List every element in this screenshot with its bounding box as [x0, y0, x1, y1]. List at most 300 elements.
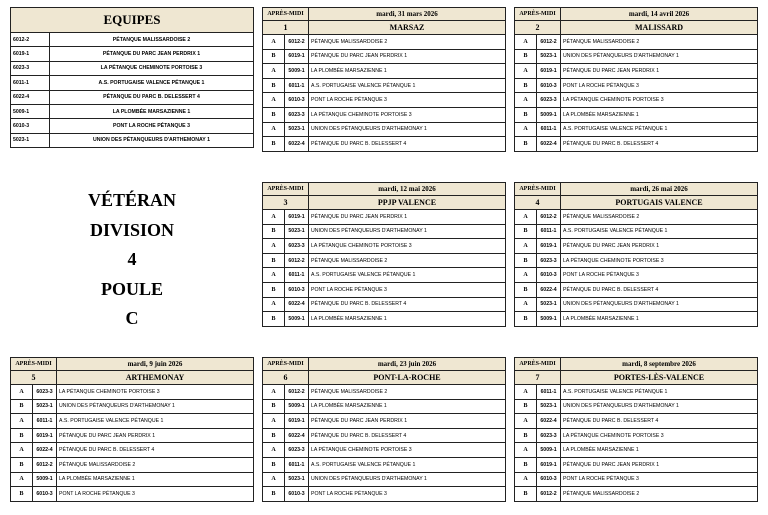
match-row — [263, 399, 506, 414]
team-name: PÉTANQUE DU PARC JEAN PERDRIX 1 — [309, 414, 506, 429]
team-code: 6010-3 — [11, 119, 50, 133]
round-grid — [514, 182, 758, 327]
match-row — [11, 428, 254, 443]
team-code: 5023-1 — [285, 224, 309, 239]
side-letter: A — [11, 443, 33, 458]
team-code: 6011-1 — [537, 122, 561, 137]
match-row — [515, 78, 758, 93]
match-row — [263, 385, 506, 400]
team-code: 6022-4 — [285, 137, 309, 152]
match-row — [515, 297, 758, 312]
team-code: 6019-1 — [33, 428, 57, 443]
round-number: 4 — [515, 196, 561, 210]
team-code: 6019-1 — [537, 239, 561, 254]
side-letter: B — [11, 399, 33, 414]
team-name: A.S. PORTUGAISE VALENCE PÉTANQUE 1 — [561, 122, 758, 137]
side-letter: A — [263, 385, 285, 400]
match-row — [11, 472, 254, 487]
session-label: APRÈS-MIDI — [515, 358, 561, 371]
match-row — [263, 487, 506, 502]
team-code: 6019-1 — [285, 210, 309, 225]
division-line-label: DIVISION — [89, 219, 175, 240]
team-code: 6019-1 — [11, 47, 50, 61]
match-row — [515, 49, 758, 64]
team-name: PÉTANQUE DU PARC JEAN PERDRIX 1 — [561, 64, 758, 79]
side-letter: B — [263, 487, 285, 502]
round-number: 6 — [263, 371, 309, 385]
team-row — [11, 90, 254, 104]
team-name: PÉTANQUE DU PARC B. DELESSERT 4 — [57, 443, 254, 458]
side-letter: B — [515, 457, 537, 472]
teams-title: EQUIPES — [10, 7, 254, 32]
match-row — [515, 268, 758, 283]
team-code: 6010-3 — [537, 472, 561, 487]
team-code: 5009-1 — [537, 312, 561, 327]
team-code: 6019-1 — [285, 49, 309, 64]
match-row — [515, 107, 758, 122]
team-code: 6022-4 — [537, 414, 561, 429]
team-row — [11, 47, 254, 61]
team-name: PONT LA ROCHE PÉTANQUE 3 — [309, 282, 506, 297]
round-number: 7 — [515, 371, 561, 385]
team-code: 6023-3 — [285, 443, 309, 458]
side-letter: A — [515, 443, 537, 458]
team-name: PÉTANQUE DU PARC B. DELESSERT 4 — [561, 282, 758, 297]
side-letter: A — [11, 472, 33, 487]
match-row — [263, 312, 506, 327]
team-code: 6023-3 — [285, 239, 309, 254]
side-letter: B — [263, 282, 285, 297]
match-row — [515, 64, 758, 79]
match-row — [515, 93, 758, 108]
side-letter: B — [263, 78, 285, 93]
round-number: 3 — [263, 196, 309, 210]
side-letter: A — [515, 472, 537, 487]
round-header — [263, 8, 506, 21]
round-venue-row — [515, 371, 758, 385]
round-table — [10, 357, 254, 502]
team-code: 6022-4 — [537, 137, 561, 152]
team-code: 5023-1 — [285, 122, 309, 137]
team-name: PÉTANQUE MALISSARDOISE 2 — [561, 210, 758, 225]
team-code: 6012-2 — [285, 253, 309, 268]
session-label: APRÈS-MIDI — [11, 358, 57, 371]
side-letter: A — [11, 414, 33, 429]
team-name: LA PÉTANQUE CHEMINOTE PORTOISE 3 — [309, 107, 506, 122]
side-letter: A — [263, 64, 285, 79]
round-table — [262, 182, 506, 327]
team-name: PONT LA ROCHE PÉTANQUE 3 — [561, 268, 758, 283]
side-letter: B — [11, 487, 33, 502]
team-name: LA PLOMBÉE MARSAZIENNE 1 — [50, 104, 254, 118]
team-code: 6019-1 — [537, 64, 561, 79]
match-row — [263, 268, 506, 283]
round-date: mardi, 31 mars 2026 — [309, 8, 506, 21]
round-date: mardi, 12 mai 2026 — [309, 183, 506, 196]
team-code: 6012-2 — [285, 385, 309, 400]
match-row — [515, 385, 758, 400]
team-name: PÉTANQUE MALISSARDOISE 2 — [561, 487, 758, 502]
match-row — [515, 312, 758, 327]
team-code: 6012-2 — [537, 35, 561, 50]
side-letter: A — [515, 414, 537, 429]
team-code: 5023-1 — [11, 133, 50, 147]
team-name: PONT LA ROCHE PÉTANQUE 3 — [50, 119, 254, 133]
match-row — [263, 443, 506, 458]
round-grid — [262, 7, 506, 152]
team-code: 6022-4 — [285, 428, 309, 443]
match-row — [11, 443, 254, 458]
team-name: PÉTANQUE DU PARC B. DELESSERT 4 — [50, 90, 254, 104]
side-letter: B — [263, 457, 285, 472]
team-name: UNION DES PÉTANQUEURS D'ARTHEMONAY 1 — [309, 472, 506, 487]
team-name: LA PÉTANQUE CHEMINOTE PORTOISE 3 — [561, 253, 758, 268]
round-number: 2 — [515, 21, 561, 35]
session-label: APRÈS-MIDI — [515, 8, 561, 21]
round-venue-row — [263, 21, 506, 35]
match-row — [515, 457, 758, 472]
round-table — [262, 357, 506, 502]
team-name: PÉTANQUE MALISSARDOISE 2 — [57, 457, 254, 472]
round-venue-row — [515, 21, 758, 35]
round-date: mardi, 23 juin 2026 — [309, 358, 506, 371]
team-name: UNION DES PÉTANQUEURS D'ARTHEMONAY 1 — [50, 133, 254, 147]
team-name: PÉTANQUE DU PARC B. DELESSERT 4 — [561, 414, 758, 429]
team-code: 6012-2 — [11, 33, 50, 47]
round-venue: PONT-LA-ROCHE — [309, 371, 506, 385]
team-code: 6011-1 — [537, 385, 561, 400]
team-row — [11, 33, 254, 47]
team-name: PÉTANQUE MALISSARDOISE 2 — [561, 35, 758, 50]
team-name: PÉTANQUE DU PARC JEAN PERDRIX 1 — [309, 49, 506, 64]
team-name: LA PLOMBÉE MARSAZIENNE 1 — [561, 443, 758, 458]
round-number: 5 — [11, 371, 57, 385]
team-name: A.S. PORTUGAISE VALENCE PÉTANQUE 1 — [309, 457, 506, 472]
side-letter: A — [263, 472, 285, 487]
round-venue-row — [515, 196, 758, 210]
team-code: 5009-1 — [537, 107, 561, 122]
side-letter: B — [515, 253, 537, 268]
team-code: 5009-1 — [285, 312, 309, 327]
match-row — [263, 239, 506, 254]
team-code: 6023-3 — [285, 107, 309, 122]
team-code: 6010-3 — [537, 78, 561, 93]
match-row — [515, 414, 758, 429]
team-code: 5009-1 — [33, 472, 57, 487]
match-row — [515, 122, 758, 137]
team-code: 6011-1 — [33, 414, 57, 429]
side-letter: A — [263, 210, 285, 225]
round-venue: ARTHEMONAY — [57, 371, 254, 385]
team-code: 5009-1 — [11, 104, 50, 118]
round-date: mardi, 14 avril 2026 — [561, 8, 758, 21]
team-name: UNION DES PÉTANQUEURS D'ARTHEMONAY 1 — [309, 224, 506, 239]
match-row — [263, 210, 506, 225]
side-letter: B — [263, 253, 285, 268]
team-code: 6023-3 — [11, 61, 50, 75]
round-table — [262, 7, 506, 152]
team-name: PÉTANQUE MALISSARDOISE 2 — [309, 385, 506, 400]
team-name: A.S. PORTUGAISE VALENCE PÉTANQUE 1 — [309, 78, 506, 93]
team-row — [11, 133, 254, 147]
side-letter: B — [515, 49, 537, 64]
team-name: LA PÉTANQUE CHEMINOTE PORTOISE 3 — [57, 385, 254, 400]
team-code: 6011-1 — [537, 224, 561, 239]
round-venue-row — [11, 371, 254, 385]
team-name: LA PLOMBÉE MARSAZIENNE 1 — [309, 399, 506, 414]
match-row — [263, 457, 506, 472]
team-code: 6011-1 — [11, 76, 50, 90]
team-row — [11, 119, 254, 133]
session-label: APRÈS-MIDI — [515, 183, 561, 196]
side-letter: B — [263, 107, 285, 122]
side-letter: A — [263, 122, 285, 137]
team-name: UNION DES PÉTANQUEURS D'ARTHEMONAY 1 — [561, 399, 758, 414]
match-row — [515, 282, 758, 297]
match-row — [263, 35, 506, 50]
side-letter: B — [263, 224, 285, 239]
side-letter: A — [11, 385, 33, 400]
team-name: PÉTANQUE MALISSARDOISE 2 — [309, 35, 506, 50]
match-row — [515, 210, 758, 225]
round-venue: MARSAZ — [309, 21, 506, 35]
team-row — [11, 61, 254, 75]
round-table — [514, 182, 758, 327]
division-block — [62, 186, 202, 334]
team-code: 6011-1 — [285, 268, 309, 283]
round-grid — [10, 357, 254, 502]
team-name: LA PLOMBÉE MARSAZIENNE 1 — [561, 312, 758, 327]
team-name: UNION DES PÉTANQUEURS D'ARTHEMONAY 1 — [309, 122, 506, 137]
match-row — [263, 78, 506, 93]
team-name: LA PLOMBÉE MARSAZIENNE 1 — [561, 107, 758, 122]
round-header — [515, 183, 758, 196]
team-name: PÉTANQUE DU PARC B. DELESSERT 4 — [309, 428, 506, 443]
side-letter: A — [263, 35, 285, 50]
match-row — [515, 253, 758, 268]
side-letter: A — [263, 297, 285, 312]
team-name: A.S. PORTUGAISE VALENCE PÉTANQUE 1 — [50, 76, 254, 90]
round-header — [11, 358, 254, 371]
team-name: PÉTANQUE DU PARC JEAN PERDRIX 1 — [561, 457, 758, 472]
round-venue: MALISSARD — [561, 21, 758, 35]
round-grid — [514, 357, 758, 502]
match-row — [263, 414, 506, 429]
side-letter: B — [515, 224, 537, 239]
side-letter: A — [263, 93, 285, 108]
team-code: 5009-1 — [537, 443, 561, 458]
round-table — [514, 357, 758, 502]
match-row — [515, 443, 758, 458]
team-name: LA PÉTANQUE CHEMINOTE PORTOISE 3 — [561, 93, 758, 108]
match-row — [515, 472, 758, 487]
side-letter: A — [263, 268, 285, 283]
round-header — [263, 183, 506, 196]
team-name: PONT LA ROCHE PÉTANQUE 3 — [309, 93, 506, 108]
match-row — [515, 428, 758, 443]
team-row — [11, 104, 254, 118]
match-row — [11, 399, 254, 414]
team-code: 6012-2 — [285, 35, 309, 50]
team-code: 6022-4 — [537, 282, 561, 297]
round-table — [514, 7, 758, 152]
team-name: PÉTANQUE MALISSARDOISE 2 — [50, 33, 254, 47]
side-letter: A — [515, 35, 537, 50]
team-name: LA PÉTANQUE CHEMINOTE PORTOISE 3 — [309, 443, 506, 458]
round-date: mardi, 9 juin 2026 — [57, 358, 254, 371]
match-row — [263, 472, 506, 487]
team-code: 6023-3 — [537, 253, 561, 268]
session-label: APRÈS-MIDI — [263, 8, 309, 21]
round-grid — [514, 7, 758, 152]
side-letter: B — [515, 137, 537, 152]
team-code: 6011-1 — [285, 457, 309, 472]
side-letter: A — [263, 414, 285, 429]
teams-list — [10, 32, 254, 148]
side-letter: B — [515, 428, 537, 443]
team-code: 6023-3 — [537, 428, 561, 443]
match-row — [263, 282, 506, 297]
team-name: A.S. PORTUGAISE VALENCE PÉTANQUE 1 — [561, 385, 758, 400]
side-letter: A — [515, 93, 537, 108]
pool-line-label: POULE — [100, 278, 163, 299]
side-letter: A — [515, 64, 537, 79]
round-header — [515, 358, 758, 371]
side-letter: B — [515, 107, 537, 122]
division-line-category: VÉTÉRAN — [87, 190, 176, 210]
round-date: mardi, 8 septembre 2026 — [561, 358, 758, 371]
round-header — [515, 8, 758, 21]
team-code: 5023-1 — [537, 49, 561, 64]
match-row — [263, 107, 506, 122]
side-letter: B — [263, 137, 285, 152]
team-code: 6022-4 — [11, 90, 50, 104]
session-label: APRÈS-MIDI — [263, 358, 309, 371]
team-code: 6011-1 — [285, 78, 309, 93]
side-letter: B — [515, 487, 537, 502]
match-row — [515, 35, 758, 50]
pool-line-letter: C — [125, 308, 139, 328]
side-letter: B — [515, 78, 537, 93]
teams-table — [10, 7, 254, 148]
team-name: A.S. PORTUGAISE VALENCE PÉTANQUE 1 — [561, 224, 758, 239]
division-line-number: 4 — [127, 249, 137, 269]
team-name: UNION DES PÉTANQUEURS D'ARTHEMONAY 1 — [561, 49, 758, 64]
team-code: 5023-1 — [285, 472, 309, 487]
match-row — [263, 137, 506, 152]
team-code: 6010-3 — [285, 93, 309, 108]
side-letter: B — [515, 282, 537, 297]
session-label: APRÈS-MIDI — [263, 183, 309, 196]
team-code: 6022-4 — [285, 297, 309, 312]
side-letter: B — [11, 428, 33, 443]
team-name: A.S. PORTUGAISE VALENCE PÉTANQUE 1 — [57, 414, 254, 429]
team-name: LA PLOMBÉE MARSAZIENNE 1 — [309, 64, 506, 79]
team-code: 6023-3 — [537, 93, 561, 108]
side-letter: A — [263, 239, 285, 254]
team-name: PONT LA ROCHE PÉTANQUE 3 — [561, 472, 758, 487]
match-row — [263, 297, 506, 312]
side-letter: A — [515, 297, 537, 312]
match-row — [263, 253, 506, 268]
team-code: 6012-2 — [537, 487, 561, 502]
round-venue: PORTES-LÈS-VALENCE — [561, 371, 758, 385]
team-name: PÉTANQUE DU PARC JEAN PERDRIX 1 — [309, 210, 506, 225]
match-row — [515, 487, 758, 502]
team-name: LA PLOMBÉE MARSAZIENNE 1 — [309, 312, 506, 327]
team-code: 5009-1 — [285, 64, 309, 79]
team-name: PÉTANQUE DU PARC JEAN PERDRIX 1 — [561, 239, 758, 254]
match-row — [515, 224, 758, 239]
edition-note — [688, 0, 764, 1]
team-code: 5009-1 — [285, 399, 309, 414]
team-name: LA PÉTANQUE CHEMINOTE PORTOISE 3 — [50, 61, 254, 75]
team-code: 5023-1 — [537, 297, 561, 312]
round-venue-row — [263, 196, 506, 210]
team-code: 6010-3 — [537, 268, 561, 283]
side-letter: B — [515, 312, 537, 327]
team-code: 6022-4 — [33, 443, 57, 458]
team-name: PONT LA ROCHE PÉTANQUE 3 — [309, 487, 506, 502]
team-name: LA PÉTANQUE CHEMINOTE PORTOISE 3 — [561, 428, 758, 443]
team-code: 6023-3 — [33, 385, 57, 400]
side-letter: B — [515, 399, 537, 414]
match-row — [515, 239, 758, 254]
side-letter: B — [263, 428, 285, 443]
match-row — [263, 49, 506, 64]
side-letter: A — [515, 385, 537, 400]
team-code: 5023-1 — [537, 399, 561, 414]
match-row — [515, 137, 758, 152]
team-code: 6019-1 — [285, 414, 309, 429]
match-row — [263, 122, 506, 137]
round-date: mardi, 26 mai 2026 — [561, 183, 758, 196]
round-number: 1 — [263, 21, 309, 35]
match-row — [11, 414, 254, 429]
team-name: UNION DES PÉTANQUEURS D'ARTHEMONAY 1 — [561, 297, 758, 312]
match-row — [263, 224, 506, 239]
side-letter: A — [263, 443, 285, 458]
side-letter: B — [11, 457, 33, 472]
team-name: PÉTANQUE DU PARC B. DELESSERT 4 — [309, 297, 506, 312]
team-code: 6010-3 — [285, 282, 309, 297]
match-row — [263, 64, 506, 79]
round-grid — [262, 182, 506, 327]
round-header — [263, 358, 506, 371]
team-row — [11, 76, 254, 90]
match-row — [11, 487, 254, 502]
team-name: PÉTANQUE MALISSARDOISE 2 — [309, 253, 506, 268]
side-letter: B — [263, 49, 285, 64]
match-row — [263, 428, 506, 443]
round-venue-row — [263, 371, 506, 385]
side-letter: A — [515, 239, 537, 254]
match-row — [263, 93, 506, 108]
team-name: PONT LA ROCHE PÉTANQUE 3 — [57, 487, 254, 502]
team-name: PÉTANQUE DU PARC JEAN PERDRIX 1 — [57, 428, 254, 443]
team-code: 6012-2 — [537, 210, 561, 225]
team-name: LA PÉTANQUE CHEMINOTE PORTOISE 3 — [309, 239, 506, 254]
side-letter: A — [515, 268, 537, 283]
team-code: 6019-1 — [537, 457, 561, 472]
match-row — [515, 399, 758, 414]
round-venue: PORTUGAIS VALENCE — [561, 196, 758, 210]
team-name: PÉTANQUE DU PARC JEAN PERDRIX 1 — [50, 47, 254, 61]
round-venue: PPJP VALENCE — [309, 196, 506, 210]
match-row — [11, 457, 254, 472]
team-name: PÉTANQUE DU PARC B. DELESSERT 4 — [561, 137, 758, 152]
team-code: 6010-3 — [33, 487, 57, 502]
